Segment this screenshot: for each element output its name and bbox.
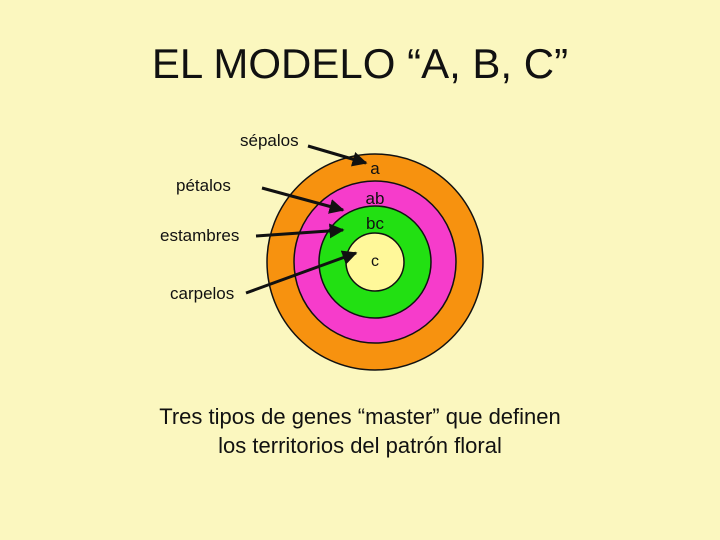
label-estambres: estambres [160,226,240,245]
label-petalos: pétalos [176,176,231,195]
label-carpelos: carpelos [170,284,235,303]
ring-label-ab: ab [365,189,385,208]
ring-label-a: a [370,159,380,178]
slide-title: EL MODELO “A, B, C” [151,40,569,87]
ring-label-bc: bc [366,214,384,233]
label-sepalos: sépalos [240,131,299,150]
caption-line-2: los territorios del patrón floral [218,433,502,458]
ring-label-c: c [371,253,379,270]
caption [0,402,720,460]
caption-line-1: Tres tipos de genes “master” que definen [159,404,561,429]
